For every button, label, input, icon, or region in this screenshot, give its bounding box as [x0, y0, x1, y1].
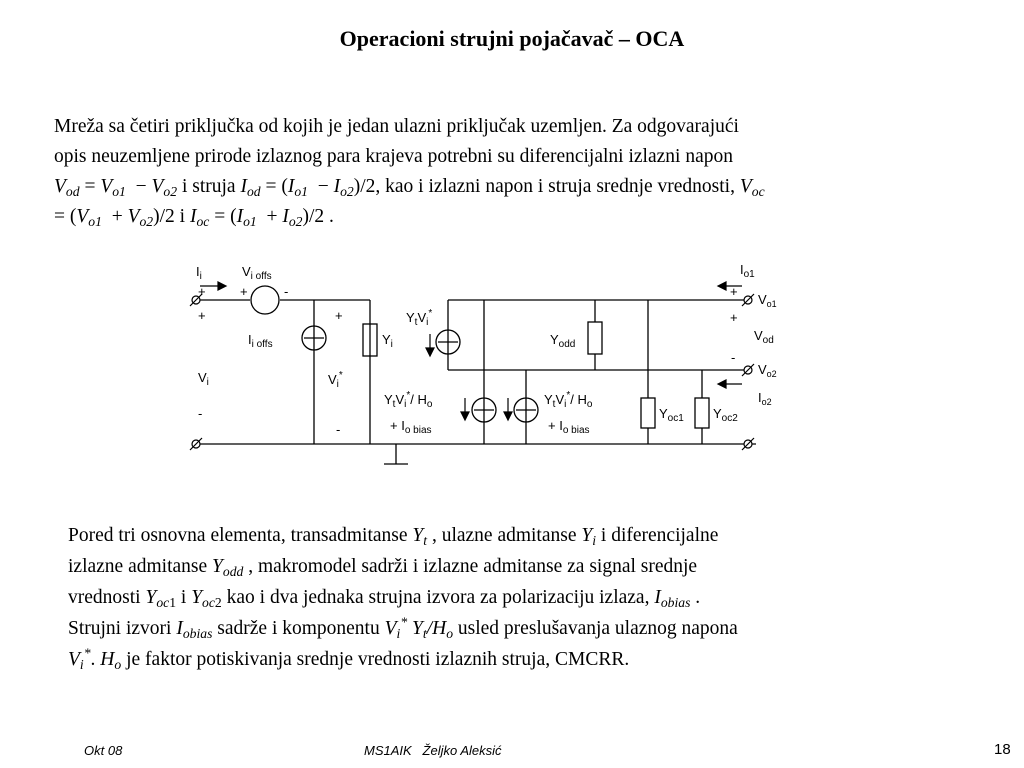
label-yoc1: $Y_{oc1}$: [659, 406, 684, 424]
label-ytvi: $Y_tV_i^*$: [406, 308, 433, 328]
paragraph-intro: [54, 112, 984, 232]
label-vo1-plus: +: [730, 284, 738, 299]
label-io1: $I_{o1}$: [740, 262, 755, 280]
intro-line-4: = $(V_{o1} + V_{o2})/2$ i $I_{oc} = (I_{o1} + I_{o2})/2$ .: [54, 206, 334, 230]
label-plus-in: +: [198, 284, 206, 299]
label-plus-in2: +: [198, 308, 206, 323]
label-vod-plus: +: [730, 310, 738, 325]
label-ytvho1: $Y_tV_i^*/$ $H_o$: [384, 390, 433, 410]
intro-line-3: $V_{od} = V_{o1} - V_{o2}$ i struja $I_{od} = (I_{o1} - I_{o2})/2$, kao i izlazni napon i struja srednje vrednosti, $V_{oc}$: [54, 176, 765, 200]
page-title: Operacioni strujni pojačavač – OCA: [339, 26, 685, 51]
label-vo1: $V_{o1}$: [758, 292, 777, 309]
desc-line-5: $V_i^*$. $H_o$ je faktor potiskivanja srednje vrednosti izlaznih struja, CMCRR.: [68, 645, 630, 673]
intro-line-1: Mreža sa četiri priključka od kojih je jedan ulazni priključak uzemljen. Za odgovarajući: [54, 116, 739, 137]
label-vod: $V_{od}$: [754, 328, 774, 346]
label-iobias2: + $I_{o bias}$: [548, 418, 590, 436]
label-minus-in: -: [198, 406, 203, 421]
label-minus-vi: -: [336, 422, 341, 437]
label-vi: $V_i$: [198, 370, 209, 388]
circuit-diagram: [178, 252, 778, 474]
label-vioffs: $V_{i offs}$: [242, 264, 272, 282]
footer-page-number: 18: [994, 741, 1011, 758]
label-vioffs-minus: -: [284, 284, 289, 299]
label-iobias1: + $I_{o bias}$: [390, 418, 432, 436]
label-vo2: $V_{o2}$: [758, 362, 777, 379]
label-iioffs: $I_{i offs}$: [248, 332, 273, 350]
desc-line-4: Strujni izvori $I_{obias}$ sadrže i komponentu $V_i^*$ $Y_t/H_o$ usled preslušavanja ulaznog napona: [68, 614, 738, 642]
label-plus-vi: +: [335, 308, 343, 323]
intro-line-2: opis neuzemljene prirode izlaznog para krajeva potrebni su diferencijalni izlazni napon: [54, 146, 733, 167]
label-ytvho2: $Y_tV_i^*/$ $H_o$: [544, 390, 593, 410]
label-yodd: $Y_{odd}$: [550, 332, 576, 350]
label-vioffs-plus: +: [240, 284, 248, 299]
desc-line-3: vrednosti $Y_{oc1}$ i $Y_{oc2}$ kao i dva jednaka strujna izvora za polarizaciju izlaza, $I_{obias}$ .: [68, 587, 701, 611]
paragraph-description: [68, 520, 968, 675]
label-io2: $I_{o2}$: [758, 390, 772, 407]
label-ii: $I_i$: [196, 264, 202, 282]
footer-course: MS1AIK Željko Aleksić: [364, 743, 502, 758]
label-vod-minus: -: [731, 350, 736, 365]
desc-line-1: Pored tri osnovna elementa, transadmitanse $Y_t$ , ulazne admitanse $Y_i$ i diferencijalne: [68, 525, 719, 549]
label-yoc2: $Y_{oc2}$: [713, 406, 738, 424]
footer-date: Okt 08: [84, 743, 123, 758]
desc-line-2: izlazne admitanse $Y_{odd}$ , makromodel sadrži i izlazne admitanse za signal srednje: [68, 556, 698, 580]
label-yi: $Y_i$: [382, 332, 393, 350]
label-vistar: $V_i^*$: [328, 370, 343, 390]
